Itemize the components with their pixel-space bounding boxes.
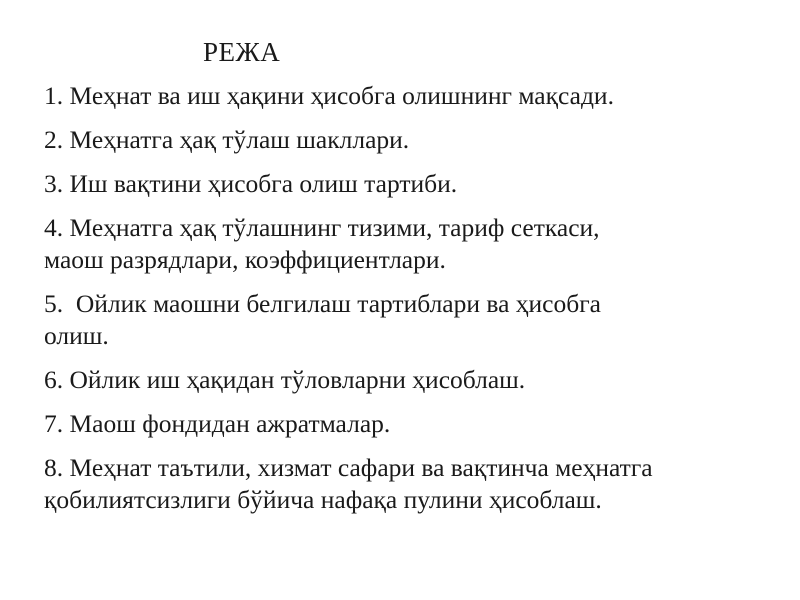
item-number: 4.	[44, 213, 64, 242]
plan-item-2	[44, 124, 784, 156]
item-number: 6.	[44, 365, 64, 394]
plan-item-8	[44, 452, 784, 516]
plan-item-line	[44, 212, 784, 244]
plan-item-line-continued: қобилиятсизлиги бўйича нафақа пулини ҳисоблаш.	[44, 485, 602, 514]
item-text: Меҳнат таътили, хизмат сафари ва вақтинча меҳнатга	[69, 453, 653, 482]
item-text: Маош фондидан ажратмалар.	[69, 409, 391, 438]
plan-item-line	[44, 364, 784, 396]
item-text: Ойлик иш ҳақидан тўловларни ҳисоблаш.	[69, 365, 526, 394]
plan-list	[44, 80, 784, 528]
plan-item-5	[44, 288, 784, 352]
plan-item-line	[44, 452, 784, 484]
plan-item-1	[44, 80, 784, 112]
item-text: Меҳнатга ҳақ тўлашнинг тизими, тариф сеткаси,	[69, 213, 600, 242]
plan-item-line-continued: маош разрядлари, коэффициентлари.	[44, 245, 446, 274]
item-number: 8.	[44, 453, 64, 482]
plan-item-line	[44, 80, 784, 112]
plan-item-line	[44, 168, 784, 200]
plan-item-line	[44, 288, 784, 320]
plan-item-7	[44, 408, 784, 440]
item-text: Меҳнат ва иш ҳақини ҳисобга олишнинг мақсади.	[69, 81, 614, 110]
plan-item-line	[44, 124, 784, 156]
plan-item-3	[44, 168, 784, 200]
plan-item-line	[44, 408, 784, 440]
item-text: Иш вақтини ҳисобга олиш тартиби.	[69, 169, 458, 198]
item-text: Ойлик маошни белгилаш тартиблари ва ҳисобга	[75, 289, 601, 318]
item-number: 7.	[44, 409, 64, 438]
plan-item-6	[44, 364, 784, 396]
plan-item-4	[44, 212, 784, 276]
item-number: 2.	[44, 125, 64, 154]
item-number: 3.	[44, 169, 64, 198]
plan-title: РЕЖА	[203, 37, 281, 67]
plan-item-line-continued: олиш.	[44, 321, 109, 350]
item-number: 5.	[44, 289, 70, 318]
item-text: Меҳнатга ҳақ тўлаш шакллари.	[69, 125, 410, 154]
item-number: 1.	[44, 81, 64, 110]
